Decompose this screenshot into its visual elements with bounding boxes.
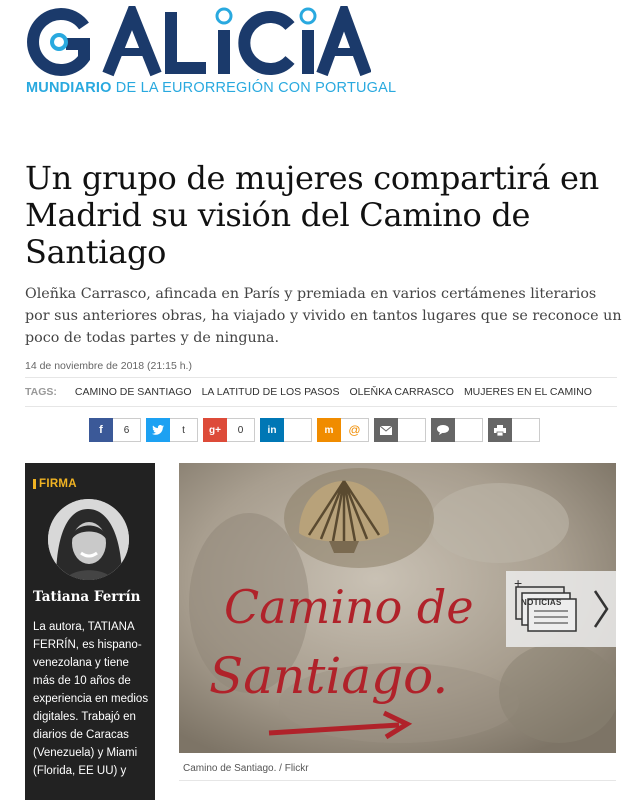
divider [25,377,617,378]
share-bar [89,418,545,442]
share-count [398,418,426,442]
share-facebook-button[interactable] [89,418,141,442]
tag-camino-de-santiago[interactable]: CAMINO DE SANTIAGO [74,386,192,398]
share-count: 0 [227,418,255,442]
svg-text:+: + [514,575,523,591]
share-email-button[interactable] [374,418,426,442]
linkedin-icon: in [260,418,284,442]
galicia-logo-mark [26,6,371,78]
facebook-icon: f [89,418,113,442]
share-twitter-button[interactable] [146,418,198,442]
noticias-widget[interactable] [506,571,616,647]
printer-icon [488,418,512,442]
print-button[interactable] [488,418,540,442]
speech-bubble-icon [431,418,455,442]
google-plus-icon: g+ [203,418,227,442]
tag-la-latitud-de-los-pasos[interactable]: LA LATITUD DE LOS PASOS [201,386,340,398]
author-signature-panel [25,463,155,800]
share-count: t [170,418,198,442]
share-count [284,418,312,442]
divider [25,406,617,407]
logo-subtitle [26,80,396,96]
article-title: Un grupo de mujeres compartirá en Madrid su visión del Camino de Santiago [25,159,599,271]
site-logo[interactable] [26,6,397,98]
firma-marker-icon [33,479,36,489]
chevron-right-icon[interactable] [592,589,610,629]
author-avatar[interactable] [48,499,129,580]
noticias-label: NOTICIAS [521,598,562,607]
share-google-plus-button[interactable] [203,418,255,442]
meneame-icon: m [317,418,341,442]
author-photo [48,499,129,580]
logo-subtitle-bold: MUNDIARIO [26,80,112,96]
firma-text: FIRMA [39,478,77,490]
logo-subtitle-rest: DE LA EURORREGIÓN CON PORTUGAL [111,80,397,96]
painted-text-line2: Santiago. [209,647,449,705]
meneame-swirl-icon: @ [341,418,369,442]
photo-caption: Camino de Santiago. / Flickr [183,763,309,774]
divider [179,780,616,781]
author-name[interactable]: Tatiana Ferrín [33,589,141,605]
tags-bar [25,386,602,398]
envelope-icon [374,418,398,442]
comments-button[interactable] [431,418,483,442]
painted-text-line1: Camino de [224,580,474,634]
tag-olenka-carrasco[interactable]: OLEŇKA CARRASCO [349,386,454,398]
share-count [512,418,540,442]
share-count [455,418,483,442]
author-bio: La autora, TATIANA FERRÍN, es hispano-venezolana y tiene más de 10 años de experiencia en medios digitales. Trabajó en diarios de Caracas (Venezuela) y Miami (Florida, EE UU) y [33,621,149,777]
tags-label: TAGS: [25,386,57,398]
article-date: 14 de noviembre de 2018 (21:15 h.) [25,360,192,372]
share-linkedin-button[interactable] [260,418,312,442]
firma-label [33,478,77,490]
share-meneame-button[interactable] [317,418,369,442]
tag-mujeres-en-el-camino[interactable]: MUJERES EN EL CAMINO [463,386,592,398]
article-lead: Oleñka Carrasco, afincada en París y premiada en varios certámenes literarios por sus anteriores obras, ha viajado y vivido en tantos lugares que se reconoce un poco de todas partes y de ninguna. [25,286,622,346]
share-count: 6 [113,418,141,442]
twitter-icon [146,418,170,442]
